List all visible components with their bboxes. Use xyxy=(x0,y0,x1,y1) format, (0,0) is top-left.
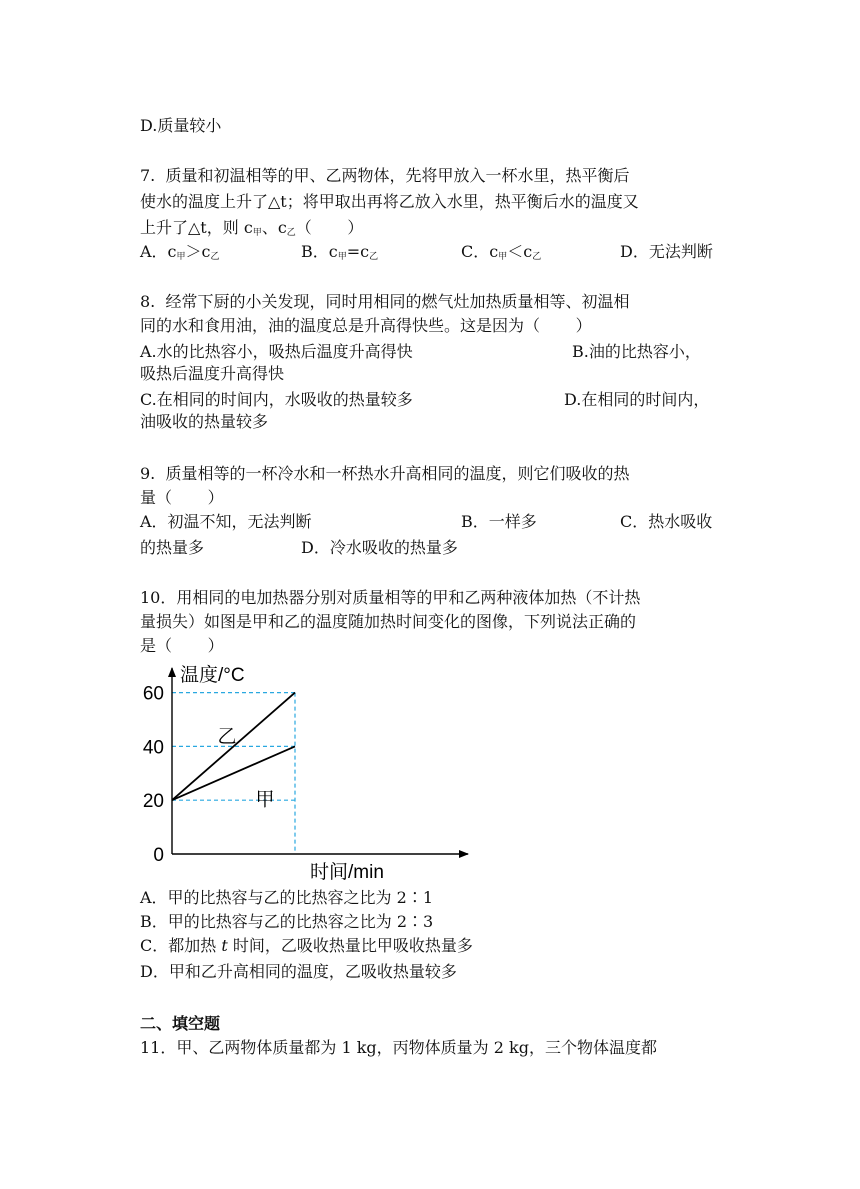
q10-option-a: A．甲的比热容与乙的比热容之比为 2∶1 xyxy=(140,888,434,907)
q9-line-2: 量（ ） xyxy=(140,488,224,507)
q7-sub-yi: 乙 xyxy=(286,228,296,238)
q8-option-a: A.水的比热容小，吸热后温度升高得快 xyxy=(140,342,413,361)
q8-line-1: 8. 经常下厨的小关发现，同时用相同的燃气灶加热质量相等、初温相 xyxy=(140,292,630,311)
q7-option-a: A．$c_甲>c_乙$ xyxy=(140,242,220,262)
q8-option-c: C.在相同的时间内，水吸收的热量较多 xyxy=(140,390,413,409)
q10-option-c: C．都加热 t 时间，乙吸收热量比甲吸收热量多 xyxy=(140,936,473,955)
q9-line-1: 9. 质量相等的一杯冷水和一杯热水升高相同的温度，则它们吸收的热 xyxy=(140,464,630,483)
q7-line-1: 7. 质量和初温相等的甲、乙两物体，先将甲放入一杯水里，热平衡后 xyxy=(140,166,630,185)
q7-line-3-a: 上升了△t，则 c xyxy=(140,218,253,237)
y-axis-label: 温度/°C xyxy=(180,665,245,686)
q6-option-d: D.质量较小 xyxy=(140,116,222,135)
q7-option-d: D．无法判断 xyxy=(620,242,713,261)
q7-option-c: C．$c_甲<c_乙$ xyxy=(461,242,542,262)
y-tick-labels xyxy=(143,684,164,866)
q7-sub-jia: 甲 xyxy=(252,228,262,238)
section-title: 二、填空题 xyxy=(140,1014,221,1033)
y-tick-label: 60 xyxy=(142,683,164,705)
series-line-2 xyxy=(172,746,295,800)
q9-option-c-part1: C．热水吸收 xyxy=(620,512,713,531)
q7-line-2: 使水的温度上升了△t；将甲取出再将乙放入水里，热平衡后水的温度又 xyxy=(140,192,639,211)
temperature-time-chart xyxy=(132,656,572,884)
x-axis-label: 时间/min xyxy=(310,862,384,883)
q9-option-a: A．初温不知，无法判断 xyxy=(140,512,312,531)
q10-option-b: B．甲的比热容与乙的比热容之比为 2∶3 xyxy=(140,912,434,931)
q11-line-1: 11．甲、乙两物体质量都为 1 kg，丙物体质量为 2 kg，三个物体温度都 xyxy=(140,1038,657,1057)
q8-option-d-part1: D.在相同的时间内， xyxy=(564,390,710,409)
q8-option-d-part2: 油吸收的热量较多 xyxy=(140,412,269,431)
q9-option-c-part2: 的热量多 xyxy=(140,538,205,557)
q10-line-3: 是（ ） xyxy=(140,636,224,655)
chart-series xyxy=(172,693,295,811)
q7-sep: 、c xyxy=(261,218,287,237)
q10-option-d: D．甲和乙升高相同的温度，乙吸收热量较多 xyxy=(140,962,457,981)
q7-line-3 xyxy=(140,218,363,243)
q7-option-b: B．$c_甲=c_乙$ xyxy=(301,242,379,262)
q8-line-2: 同的水和食用油，油的温度总是升高得快些。这是因为（ ） xyxy=(140,316,592,335)
q9-option-d: D．冷水吸收的热量多 xyxy=(301,538,458,557)
y-tick-label: 0 xyxy=(153,845,164,866)
q7-line-3-b: （ ） xyxy=(295,218,364,237)
y-tick-label: 40 xyxy=(142,737,164,759)
q10-line-1: 10．用相同的电加热器分别对质量相等的甲和乙两种液体加热（不计热 xyxy=(140,588,641,607)
series-label: 甲 xyxy=(255,789,275,811)
series-label: 乙 xyxy=(217,726,237,748)
q8-option-b-part1: B.油的比热容小， xyxy=(572,342,701,361)
q8-option-b-part2: 吸热后温度升高得快 xyxy=(140,364,285,383)
q9-option-b: B．一样多 xyxy=(461,512,537,531)
y-tick-label: 20 xyxy=(142,791,164,813)
q10-line-2: 量损失）如图是甲和乙的温度随加热时间变化的图像，下列说法正确的 xyxy=(140,612,637,631)
